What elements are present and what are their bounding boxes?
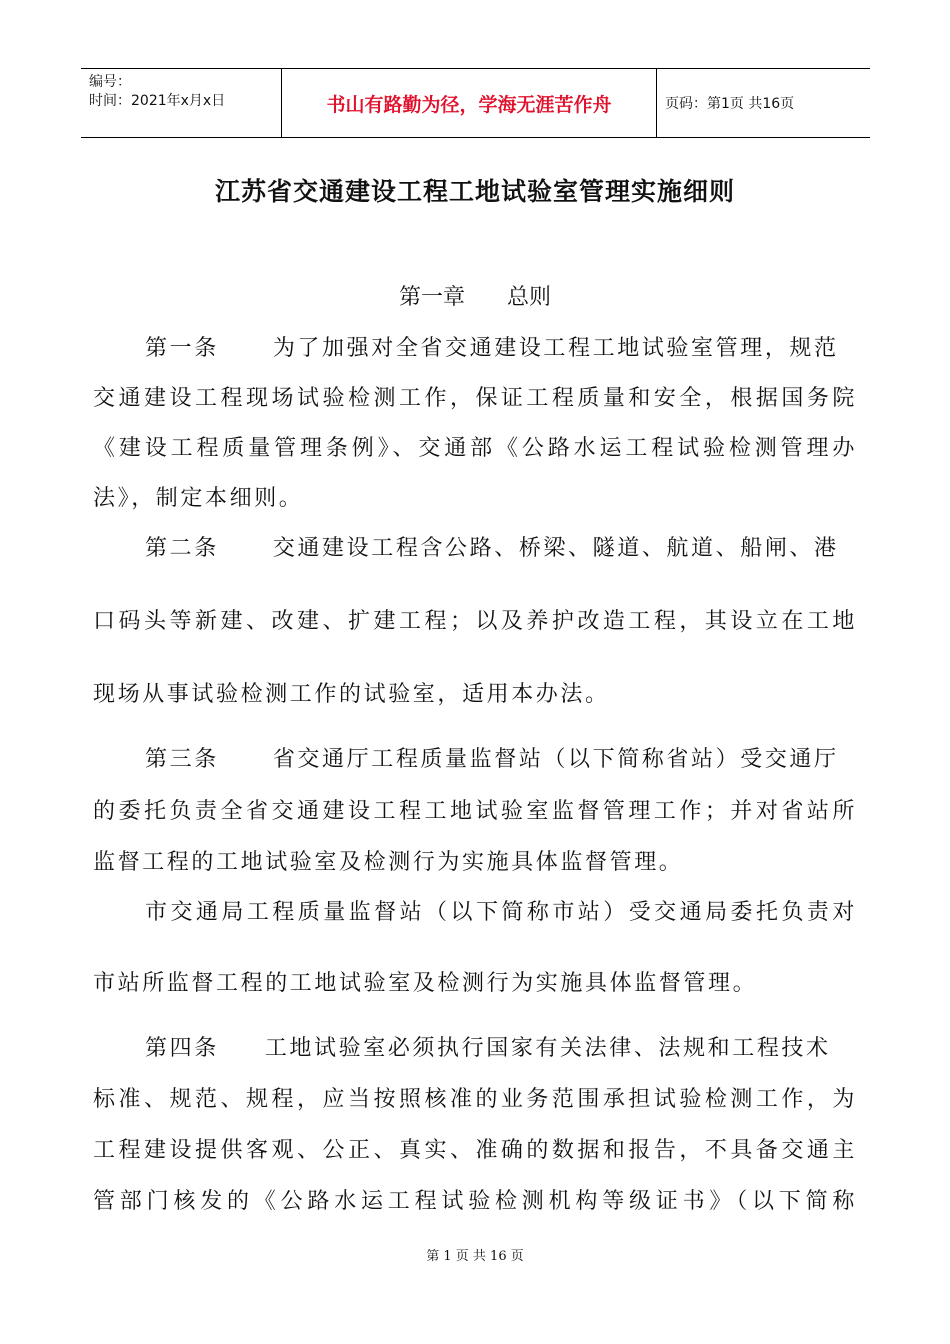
- header-page-info: 页码：第1页 共16页: [665, 96, 795, 112]
- paragraph-line: [145, 1031, 857, 1062]
- paragraph-line: 监督工程的工地试验室及检测行为实施具体监督管理。: [93, 850, 684, 875]
- paragraph-text: 交通建设工程含公路、桥梁、隧道、航道、船闸、港: [272, 536, 839, 561]
- paragraph-line: 现场从事试验检测工作的试验室，适用本办法。: [93, 682, 610, 707]
- paragraph-line: [145, 742, 857, 773]
- page-footer: 第 1 页 共 16 页: [426, 1249, 524, 1264]
- number-label: 编号：: [89, 74, 131, 90]
- paragraph-line: 标准、规范、规程，应当按照核准的业务范围承担试验检测工作，为: [93, 1087, 857, 1112]
- header-meta: [81, 69, 281, 137]
- page-header: [81, 68, 870, 138]
- paragraph-line: 《建设工程质量管理条例》、交通部《公路水运工程试验检测管理办: [93, 436, 857, 461]
- paragraph-line: 法》，制定本细则。: [93, 486, 304, 511]
- article-number: 第一条: [145, 336, 219, 361]
- chapter-heading: 第一章 总则: [399, 285, 551, 310]
- paragraph-line: [145, 531, 857, 562]
- paragraph-line: 管部门核发的《公路水运工程试验检测机构等级证书》（以下简称: [93, 1189, 857, 1214]
- paragraph-line: 工程建设提供客观、公正、真实、准确的数据和报告，不具备交通主: [93, 1138, 857, 1163]
- article-number: 第三条: [145, 747, 219, 772]
- paragraph-text: 为了加强对全省交通建设工程工地试验室管理，规范: [272, 336, 839, 361]
- article-number: 第二条: [145, 536, 219, 561]
- paragraph-line: 的委托负责全省交通建设工程工地试验室监督管理工作；并对省站所: [93, 799, 857, 824]
- document-title: 江苏省交通建设工程工地试验室管理实施细则: [214, 177, 735, 206]
- paragraph-line: 交通建设工程现场试验检测工作，保证工程质量和安全，根据国务院: [93, 386, 857, 411]
- time-label: 时间：2021年x月x日: [89, 93, 226, 109]
- paragraph-text: 工地试验室必须执行国家有关法律、法规和工程技术: [264, 1036, 831, 1061]
- paragraph-line: 口码头等新建、改建、扩建工程；以及养护改造工程，其设立在工地: [93, 609, 857, 634]
- paragraph-line: [145, 331, 857, 362]
- article-number: 第四条: [145, 1036, 219, 1061]
- paragraph-text: 省交通厅工程质量监督站（以下简称省站）受交通厅: [272, 747, 839, 772]
- header-slogan: 书山有路勤为径，学海无涯苦作舟: [281, 69, 657, 137]
- paragraph-line: 市站所监督工程的工地试验室及检测行为实施具体监督管理。: [93, 971, 758, 996]
- paragraph-line: 市交通局工程质量监督站（以下简称市站）受交通局委托负责对: [145, 900, 857, 925]
